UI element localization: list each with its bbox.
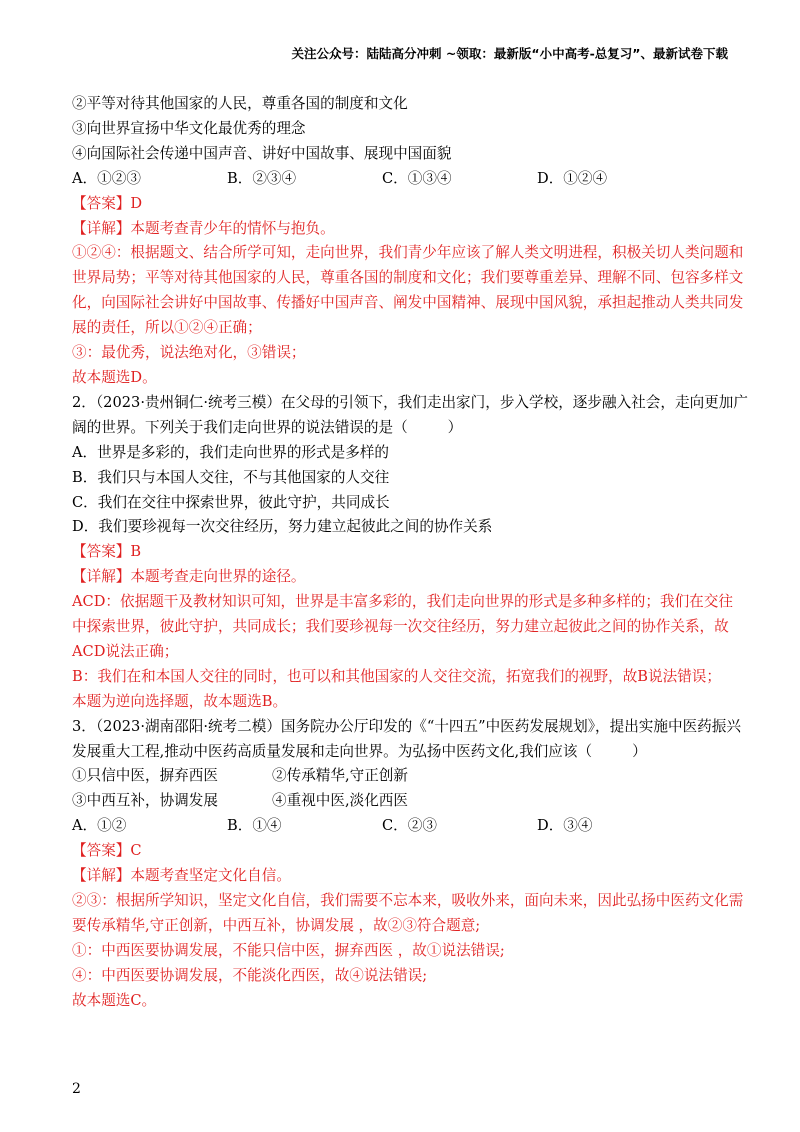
- q2-detail-line: B：我们在和本国人交往的同时，也可以和其他国家的人交往交流，拓宽我们的视野，故B说法错误；: [72, 667, 721, 685]
- q3-items-row: [72, 764, 728, 789]
- q3-item: ③中西互补，协调发展: [72, 792, 218, 810]
- q3-items-row: [72, 789, 728, 814]
- q2-option-d: D．我们要珍视每一次交往经历，努力建立起彼此之间的协作关系: [72, 518, 493, 536]
- q3-item: ①只信中医，摒弃西医: [72, 767, 218, 785]
- q2-detail-line: 本题为逆向选择题，故本题选B。: [72, 692, 288, 710]
- q3-detail-line: 故本题选C。: [72, 991, 157, 1009]
- q3-stem-text: 发展重大工程,推动中医药高质量发展和走向世界。为弘扬中医药文化,我们应该（: [72, 742, 593, 760]
- q1-answer: 【答案】D: [72, 194, 143, 212]
- q2-detail-line: 【详解】本题考查走向世界的途径。: [72, 568, 306, 586]
- q2-detail-line: ACD说法正确；: [72, 642, 179, 660]
- q3-stem-line: 3．（2023·湖南邵阳·统考二模）国务院办公厅印发的《“十四五”中医药发展规划》，提出实施中医药振兴: [72, 717, 741, 735]
- q3-stem-paren: ）: [632, 742, 647, 760]
- q1-option-c: C．①③④: [382, 169, 452, 187]
- q1-detail-line: ③：最优秀，说法绝对化，③错误；: [72, 344, 306, 362]
- q3-stem-line: [72, 740, 728, 765]
- q1-item: ②平等对待其他国家的人民，尊重各国的制度和文化: [72, 95, 408, 112]
- q3-detail-line: ④：中西医要协调发展，不能淡化西医，故④说法错误;: [72, 966, 428, 984]
- q1-detail-line: 化，向国际社会讲好中国故事、传播好中国声音、阐发中国精神、展现中国风貌，承担起推动人类共同发: [72, 294, 744, 312]
- q1-detail-line: 故本题选D。: [72, 368, 157, 386]
- q1-detail-line: ①②④：根据题文、结合所学可知，走向世界，我们青少年应该了解人类文明进程，积极关切人类问题和: [72, 244, 744, 262]
- q2-stem-line: 2．（2023·贵州铜仁·统考三模）在父母的引领下，我们走出家门，步入学校，逐步融入社会，走向更加广: [72, 393, 748, 411]
- q1-detail-line: 世界局势；平等对待其他国家的人民，尊重各国的制度和文化；我们要尊重差异、理解不同、包容多样文: [72, 269, 744, 287]
- q1-detail-line: 【详解】本题考查青少年的情怀与抱负。: [72, 219, 335, 237]
- q3-item: ②传承精华,守正创新: [272, 767, 408, 785]
- page-number: 2: [72, 1081, 81, 1097]
- q3-option-b: B．①④: [227, 817, 282, 835]
- q2-stem-text: 阔的世界。下列关于我们走向世界的说法错误的是（: [72, 418, 408, 436]
- q3-option-d: D．③④: [537, 817, 593, 835]
- q1-options: [72, 167, 728, 192]
- q3-answer: 【答案】C: [72, 842, 142, 860]
- q3-item: ④重视中医,淡化西医: [272, 792, 408, 810]
- q3-detail-line: ①：中西医要协调发展，不能只信中医，摒弃西医 ，故①说法错误;: [72, 941, 505, 959]
- q1-option-d: D．①②④: [537, 169, 608, 187]
- q2-option-b: B．我们只与本国人交往，不与其他国家的人交往: [72, 468, 390, 486]
- document-content: [72, 92, 748, 1014]
- q1-detail-line: 展的责任，所以①②④正确；: [72, 319, 262, 337]
- q2-detail-line: ACD：依据题干及教材知识可知，世界是丰富多彩的，我们走向世界的形式是多种多样的；我们在交往: [72, 593, 733, 611]
- q2-option-a: A．世界是多彩的，我们走向世界的形式是多样的: [72, 443, 390, 461]
- q2-option-c: C．我们在交往中探索世界，彼此守护，共同成长: [72, 493, 390, 511]
- q3-detail-line: ②③：根据所学知识，坚定文化自信，我们需要不忘本来，吸收外来，面向未来，因此弘扬中医药文化需: [72, 892, 744, 909]
- q2-stem-paren: ）: [447, 418, 463, 436]
- q2-stem-line: [72, 416, 728, 441]
- q1-option-a: A．①②③: [72, 169, 141, 187]
- q3-detail-line: 要传承精华,守正创新，中西互补，协调发展 ，故②③符合题意;: [72, 916, 481, 934]
- q1-option-b: B．②③④: [227, 169, 297, 187]
- q3-detail-line: 【详解】本题考查坚定文化自信。: [72, 867, 291, 885]
- q1-item: ③向世界宣扬中华文化最优秀的理念: [72, 119, 306, 137]
- q3-option-a: A．①②: [72, 817, 127, 835]
- page-header: 关注公众号：陆陆高分冲刺 ~领取：最新版“小中高考-总复习”、最新试卷下载: [291, 46, 728, 61]
- q2-detail-line: 中探索世界，彼此守护，共同成长；我们要珍视每一次交往经历，努力建立起彼此之间的协作关系，故: [72, 618, 729, 636]
- q3-options: [72, 814, 728, 839]
- q3-option-c: C．②③: [382, 817, 437, 835]
- q1-item: ④向国际社会传递中国声音、讲好中国故事、展现中国面貌: [72, 144, 452, 162]
- q2-answer: 【答案】B: [72, 543, 142, 561]
